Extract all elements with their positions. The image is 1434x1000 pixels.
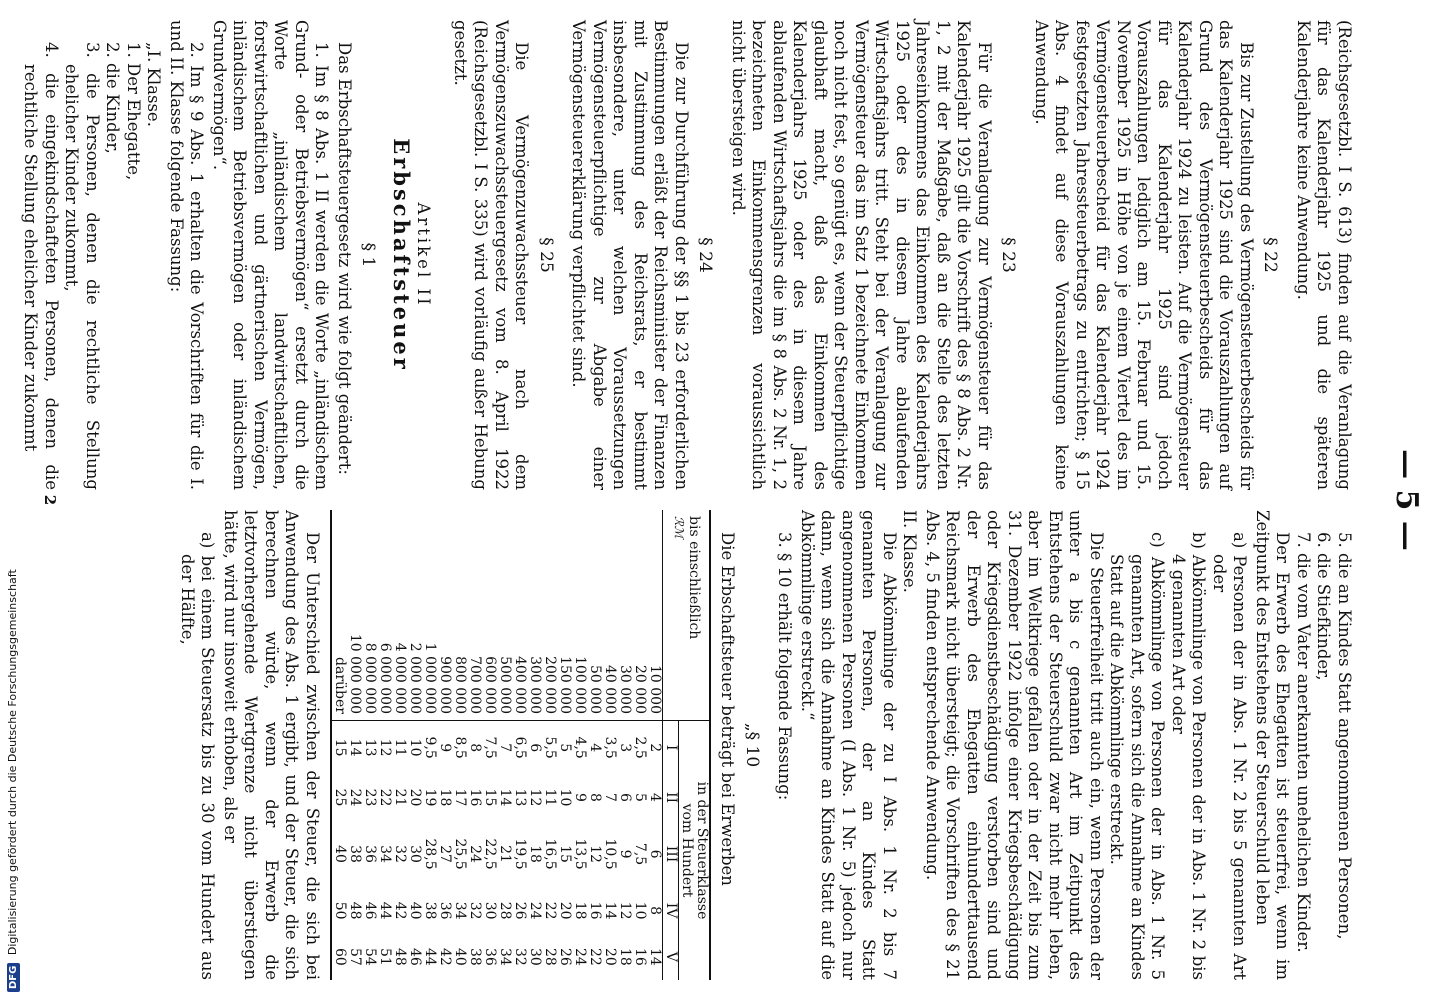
table-cell-rate: 5,5 [542, 736, 558, 759]
table-cell-rate: 19,5 [512, 838, 528, 870]
table-cell-rate: 3 [617, 743, 633, 753]
table-cell-rate: 30 [527, 947, 543, 966]
table-cell-amount: 300 000 [527, 510, 542, 721]
table-cell-rate: 32 [467, 901, 483, 920]
table-row [512, 510, 527, 980]
table-cell-amount: 10 000 [647, 510, 663, 721]
amendment-intro: Das Erbschaftsteuergesetz wird wie folgt geändert: [335, 42, 354, 475]
table-row [392, 510, 407, 980]
section-25-heading: § 25 [536, 237, 556, 273]
table-cell-amount: darüber [331, 510, 347, 721]
table-cell-rate: 40 [452, 947, 468, 966]
table-cell-rate: 8 [587, 793, 603, 802]
exemption-item-c: c) Abkömmlinge von Personen der in Abs. 1 Nr. 5 genannten Art, sofern sich die Annahme an Kindes Statt auf die Abkömmlinge erstreckt. [1107, 532, 1168, 980]
class-1-heading: „I. Klasse. [144, 42, 164, 127]
table-cell-rate: 4 [587, 743, 603, 753]
table-cell-rate: 38 [467, 947, 483, 966]
table-cell-amount: 8 000 000 [362, 510, 377, 721]
table-row [452, 510, 467, 980]
paragraph-intro: (Reichsgesetzbl. I S. 613) finden auf die Veranlagung für das Kalenderjahr 1925 und die späteren Kalenderjahre keine Anwendung. [1294, 20, 1354, 490]
table-cell-rate: 13,5 [572, 838, 588, 870]
table-cell-rate: 28,5 [422, 838, 438, 870]
table-cell-rate: 18 [437, 788, 453, 807]
page-header: — 5 — [1389, 449, 1424, 551]
table-cell-rate: 16 [587, 901, 603, 920]
table-cell-rate: 44 [422, 947, 438, 966]
table-cell-rate: 27 [437, 845, 453, 863]
table-cell-rate: 8 [647, 906, 663, 916]
class-1-item-6: 6. die Stiefkinder, [1314, 532, 1334, 681]
table-cell-rate: 18 [572, 901, 588, 920]
amendment-item-1: 1. Im § 8 Abs. 1 II werden die Worte „inländischem Grund- oder Betriebsvermögen“ ersetzt durch die Worte „inländischem landwirtschaftlichen, forstwirtschaftlichen und gärtnerischen Vermögen, inländischem Betriebsvermögen oder inländischem Grundvermögen“. [210, 20, 332, 490]
difference-rule-text: Der Unterschied zwischen der Steuer, die sich bei Anwendung des Abs. 1 ergibt, und der Steuer, die sich berechnen würde, wenn der Erwerb die letztvorhergehende Wertgrenze nicht überstiegen hätte, wird nur insoweit erhoben, als er [221, 510, 322, 980]
class-2-text: Die Abkömmlinge der zu I Abs. 1 Nr. 2 bis 7 genannten Personen, der an Kindes Statt angenommenen Personen (I Abs. 1 Nr. 5) jedoch nur dann, wenn sich die Annahme an Kindes Statt auf die Abkömmlinge erstreckt.“ [798, 510, 899, 980]
table-cell-rate: 4,5 [572, 736, 588, 759]
section-23-heading: § 23 [998, 237, 1019, 273]
table-cell-amount: 20 000 [632, 510, 647, 721]
table-cell-rate: 42 [437, 947, 453, 966]
table-cell-rate: 13 [512, 788, 528, 807]
table-cell-rate: 24 [572, 947, 588, 966]
table-cell-rate: 22 [542, 901, 558, 920]
left-column [20, 20, 1354, 490]
table-cell-rate: 16 [467, 788, 483, 807]
table-cell-rate: 4 [647, 793, 663, 802]
table-cell-amount: 800 000 [452, 510, 467, 721]
difference-item-a: a) bei einem Steuersatz bis zu 30 vom Hundert aus der Hälfte, [178, 532, 218, 980]
table-cell-rate: 24 [467, 845, 483, 863]
table-row [542, 510, 557, 980]
table-cell-rate: 20 [557, 901, 573, 920]
table-cell-rate: 6 [527, 743, 543, 753]
table-row [347, 510, 362, 980]
table-cell-rate: 36 [437, 901, 453, 920]
table-header-group [679, 721, 711, 981]
class-1-item-4: 4. die eingekindschafteten Personen, denen die rechtliche Stellung ehelicher Kinder zukommt [21, 42, 61, 490]
tax-table-body [331, 510, 663, 980]
table-cell-rate: 22,5 [482, 838, 498, 870]
table-cell-rate: 54 [362, 947, 378, 966]
exemption-item-a: a) Personen der in Abs. 1 Nr. 2 bis 5 genannten Art oder [1210, 532, 1250, 980]
table-cell-rate: 2 [647, 743, 663, 753]
table-row [557, 510, 572, 980]
table-cell-rate: 25 [331, 774, 347, 820]
table-cell-rate: 38 [422, 901, 438, 920]
table-cell-rate: 3,5 [602, 736, 618, 759]
table-cell-rate: 46 [407, 947, 423, 966]
table-cell-rate: 17 [452, 788, 468, 807]
table-cell-rate: 20 [602, 947, 618, 966]
table-cell-rate: 46 [362, 901, 378, 920]
table-cell-rate: 42 [392, 901, 408, 920]
currency-unit: ℛℳ [672, 516, 686, 539]
table-cell-rate: 6 [617, 793, 633, 802]
table-cell-rate: 16 [632, 947, 648, 966]
table-cell-rate: 26 [557, 947, 573, 966]
tax-class-header: I [663, 721, 679, 775]
table-cell-rate: 15 [482, 788, 498, 807]
table-cell-rate: 50 [331, 888, 347, 934]
table-cell-amount: 2 000 000 [407, 510, 422, 721]
amendment-item-2: 2. Im § 9 Abs. 1 erhalten die Vorschriften für die I. und II. Klasse folgende Fassung: [167, 20, 207, 490]
table-cell-rate: 11 [542, 788, 558, 807]
table-cell-rate: 22 [587, 947, 603, 966]
table-cell-rate: 9,5 [422, 736, 438, 759]
table-row [482, 510, 497, 980]
table-cell-rate: 30 [407, 845, 423, 863]
table-cell-rate: 13 [362, 738, 378, 757]
spouse-exemption-text: Der Erwerb des Ehegatten ist steuerfrei, wenn im Zeitpunkt des Entstehens der Steuerschuld leben [1253, 510, 1293, 980]
table-row [572, 510, 587, 980]
table-cell-rate: 10 [407, 738, 423, 757]
table-cell-rate: 15 [331, 721, 347, 775]
table-cell-rate: 38 [347, 845, 363, 863]
table-cell-rate: 15 [557, 845, 573, 863]
footer-strip [6, 0, 30, 1000]
table-cell-rate: 18 [527, 845, 543, 863]
table-cell-rate: 20 [407, 788, 423, 807]
table-cell-amount: 6 000 000 [377, 510, 392, 721]
table-cell-amount: 500 000 [497, 510, 512, 721]
table-cell-amount: 10 000 000 [347, 510, 362, 721]
exemption-extension-text: Die Steuerfreiheit tritt auch ein, wenn Personen der unter a bis c genannten Art im Zeitpunkt des Entstehens der Steuerschuld zwar nicht mehr leben, aber im Weltkriege gefallen oder in der Zeit bis zum 31. Dezember 1922 infolge einer Kriegsbeschädigung oder Kriegsdienstbeschädigung verstorben sind und der Erwerb des Ehegatten einhunderttausend Reichsmark nicht übersteigt; die Vorschriften des § 21 Abs. 4, 5 finden entsprechende Anwendung. [923, 510, 1106, 980]
table-cell-rate: 7 [497, 743, 513, 753]
table-cell-rate: 32 [392, 845, 408, 863]
class-1-item-3: 3. die Personen, denen die rechtliche Stellung ehelicher Kinder zukommt, [62, 42, 102, 490]
table-cell-rate: 2,5 [632, 736, 648, 759]
table-cell-rate: 8,5 [452, 736, 468, 759]
table-cell-amount: 4 000 000 [392, 510, 407, 721]
table-cell-rate: 5 [557, 743, 573, 753]
table-cell-rate: 57 [347, 947, 363, 966]
table-cell-rate: 26 [512, 901, 528, 920]
section-10-heading: „§ 10 [742, 722, 762, 768]
table-cell-rate: 6,5 [512, 736, 528, 759]
section-22-heading: § 22 [1260, 237, 1281, 273]
table-row [497, 510, 512, 980]
table-cell-rate: 14 [347, 738, 363, 757]
table-cell-rate: 34 [377, 845, 393, 863]
table-row [437, 510, 452, 980]
table-cell-rate: 5 [632, 793, 648, 802]
section-24-text: Die zur Durchführung der §§ 1 bis 23 erforderlichen Bestimmungen erläßt der Reichsminister der Finanzen mit Zustimmung des Reichsrats, er bestimmt insbesondere, unter welchen Voraussetzungen Vermögensteuerpflichtige zur Abgabe einer Vermögensteuererklärung verpflichtet sind. [569, 20, 691, 490]
table-cell-rate: 25,5 [452, 838, 468, 870]
table-cell-amount: 150 000 [557, 510, 572, 721]
table-cell-rate: 36 [482, 947, 498, 966]
table-cell-rate: 12 [377, 738, 393, 757]
class-1-item-7: 7. die vom Vater anerkannten unehelichen Kinder. [1294, 532, 1313, 953]
table-row [602, 510, 617, 980]
table-cell-rate: 23 [362, 788, 378, 807]
table-row [617, 510, 632, 980]
table-cell-amount: 100 000 [572, 510, 587, 721]
table-cell-rate: 30 [482, 901, 498, 920]
amount-column-label: bis einschließlich [686, 516, 702, 640]
table-cell-amount: 400 000 [512, 510, 527, 721]
table-cell-amount: 700 000 [467, 510, 482, 721]
article-title: Erbschaftsteuer [389, 138, 414, 372]
table-cell-amount: 900 000 [437, 510, 452, 721]
table-header-amount [663, 510, 711, 721]
tax-rate-intro: Die Erbschaftsteuer beträgt bei Erwerben [718, 532, 738, 886]
table-cell-rate: 12 [617, 901, 633, 920]
table-cell-rate: 10 [632, 901, 648, 920]
table-cell-rate: 40 [331, 821, 347, 888]
table-cell-rate: 10 [557, 788, 573, 807]
section-22-text: Bis zur Zustellung des Vermögensteuerbescheids für das Kalenderjahr 1925 sind die Vorauszahlungen auf Grund des Vermögensteuerbescheids für das Kalenderjahr 1924 zu leisten. Auf die Vermögensteuer für das Kalenderjahr 1925 sind jedoch Vorauszahlungen lediglich am 15. Februar und 15. November 1925 in Höhe von je einem Viertel des im Vermögensteuerbescheid für das Kalenderjahr 1924 festgesetzten Jahressteuerbetrags zu entrichten; § 15 Abs. 4 findet auf diese Vorauszahlungen keine Anwendung. [1032, 20, 1256, 490]
table-cell-rate: 18 [617, 947, 633, 966]
table-cell-rate: 36 [362, 845, 378, 863]
tax-class-header: IV [663, 888, 679, 934]
table-cell-rate: 9 [572, 793, 588, 802]
table-cell-amount: 40 000 [602, 510, 617, 721]
table-cell-rate: 7 [602, 793, 618, 802]
table-row [331, 510, 347, 980]
table-cell-rate: 6 [647, 849, 663, 859]
table-cell-rate: 11 [392, 738, 408, 757]
table-cell-rate: 28 [542, 947, 558, 966]
table-cell-rate: 24 [527, 901, 543, 920]
table-row [377, 510, 392, 980]
table-cell-rate: 12 [527, 788, 543, 807]
table-cell-rate: 34 [497, 947, 513, 966]
table-cell-rate: 21 [392, 788, 408, 807]
table-cell-rate: 7,5 [632, 842, 648, 866]
page-number: 2 [41, 494, 60, 506]
footer-credit: Digitalisierung gefördert durch die Deutsche Forschungsgemeinschaft [6, 569, 19, 956]
article-heading: Artikel II [414, 202, 434, 308]
right-column [177, 510, 1355, 980]
tax-class-header: III [663, 821, 679, 888]
table-cell-amount: 1 000 000 [422, 510, 437, 721]
table-cell-rate: 14 [497, 788, 513, 807]
table-cell-rate: 48 [392, 947, 408, 966]
table-cell-rate: 9 [437, 743, 453, 753]
table-cell-rate: 21 [497, 845, 513, 863]
table-row [407, 510, 422, 980]
table-row [647, 510, 663, 980]
tax-rate-table [330, 510, 711, 980]
percent-label: vom Hundert [679, 803, 695, 898]
table-cell-rate: 48 [347, 901, 363, 920]
tax-class-header: II [663, 774, 679, 820]
class-1-item-5: 5. die an Kindes Statt angenommenen Personen, [1335, 532, 1354, 940]
table-row [587, 510, 602, 980]
section-25-text: Die Vermögenzuwachssteuer nach dem Vermögenszuwachssteuergesetz vom 8. April 1922 (Reichsgesetzbl. I S. 335) wird vorläufig außer Hebung gesetzt. [451, 20, 532, 490]
table-cell-rate: 32 [512, 947, 528, 966]
table-row [362, 510, 377, 980]
table-cell-rate: 24 [347, 788, 363, 807]
table-cell-rate: 8 [467, 743, 483, 753]
table-cell-amount: 50 000 [587, 510, 602, 721]
section-1-heading: § 1 [358, 242, 379, 268]
class-1-item-1: 1. Der Ehegatte, [124, 42, 143, 181]
table-cell-rate: 16,5 [542, 838, 558, 870]
table-cell-rate: 19 [422, 788, 438, 807]
class-2-heading: II. Klasse. [900, 510, 920, 593]
amendment-item-3: 3. § 10 erhält folgende Fassung: [775, 532, 795, 801]
table-row [632, 510, 647, 980]
class-1-item-2: 2. die Kinder, [103, 42, 123, 154]
table-cell-rate: 60 [331, 934, 347, 980]
section-24-heading: § 24 [695, 237, 716, 273]
table-row [467, 510, 482, 980]
table-cell-amount: 200 000 [542, 510, 557, 721]
table-cell-rate: 40 [407, 901, 423, 920]
table-cell-rate: 22 [377, 788, 393, 807]
table-cell-rate: 7,5 [482, 736, 498, 759]
table-cell-rate: 9 [617, 849, 633, 859]
table-cell-rate: 14 [647, 947, 663, 966]
exemption-item-b: b) Abkömmlinge von Personen der in Abs. 1 Nr. 2 bis 4 genannten Art oder [1169, 532, 1209, 980]
table-cell-amount: 30 000 [617, 510, 632, 721]
dfg-logo-icon: DFG [7, 963, 20, 992]
table-row [422, 510, 437, 980]
section-23-text: Für die Veranlagung zur Vermögensteuer für das Kalenderjahr 1925 gilt die Vorschrift des § 8 Abs. 2 Nr. 1, 2 mit der Maßgabe, daß an die Stelle des letzten Jahreseinkommens das Einkommen des Kalenderjahrs 1925 oder des in diesem Jahre ablaufenden Wirtschaftsjahrs tritt. Steht bei der Veranlagung zur Vermögensteuer das im Satz 1 bezeichnete Einkommen noch nicht fest, so genügt es, wenn der Steuerpflichtige glaubhaft macht, daß das Einkommen des Kalenderjahrs 1925 oder des in diesem Jahre ablaufenden Wirtschaftsjahrs die im § 8 Abs. 2 Nr. 1, 2 bezeichneten Einkommensgrenzen voraussichtlich nicht übersteigen wird. [729, 20, 994, 490]
table-cell-rate: 10,5 [602, 838, 618, 870]
tax-class-header: V [663, 934, 679, 980]
table-row [527, 510, 542, 980]
table-cell-amount: 600 000 [482, 510, 497, 721]
tax-class-group-label: in der Steuerklasse [694, 781, 710, 920]
table-cell-rate: 28 [497, 901, 513, 920]
table-cell-rate: 14 [602, 901, 618, 920]
table-cell-rate: 12 [587, 845, 603, 863]
table-cell-rate: 51 [377, 947, 393, 966]
table-cell-rate: 34 [452, 901, 468, 920]
table-cell-rate: 44 [377, 901, 393, 920]
